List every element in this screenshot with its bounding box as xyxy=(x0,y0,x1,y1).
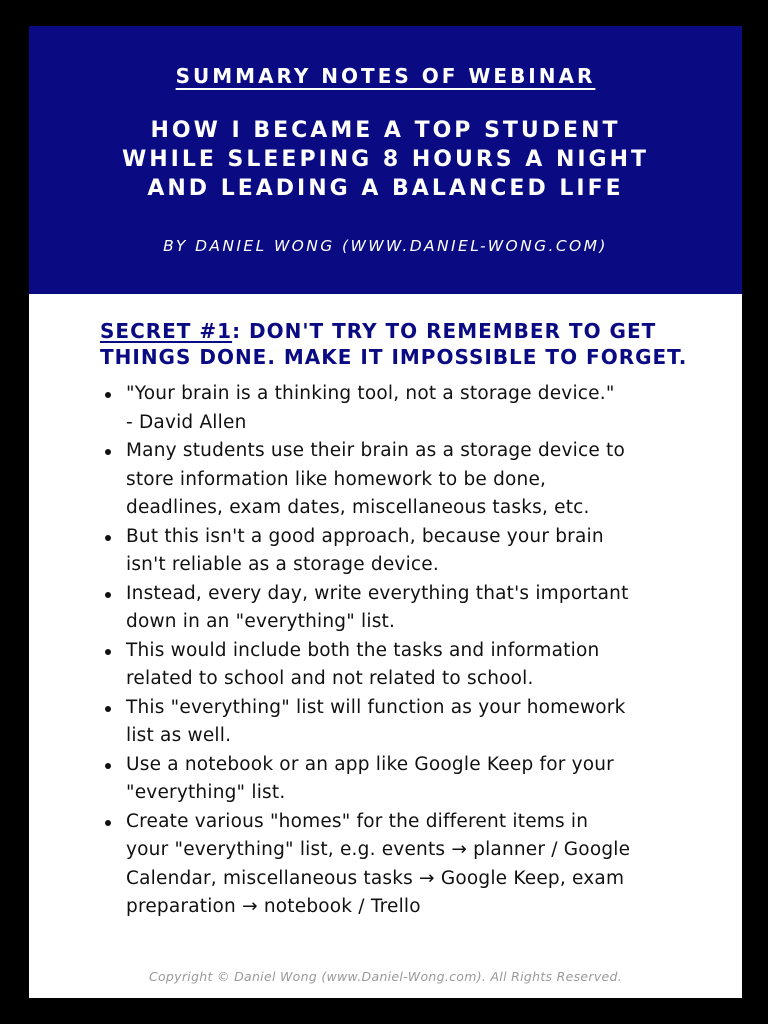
notes-list xyxy=(100,380,702,922)
bullet-icon xyxy=(105,649,111,655)
list-item xyxy=(100,808,702,922)
note-line: - David Allen xyxy=(126,411,247,433)
title-line: HOW I BECAME A TOP STUDENT xyxy=(150,118,621,143)
note-line: Create various "homes" for the different items in xyxy=(126,810,589,832)
note-line: store information like homework to be done, xyxy=(126,468,547,490)
title-line: WHILE SLEEPING 8 HOURS A NIGHT xyxy=(121,147,650,172)
note-line: down in an "everything" list. xyxy=(126,611,396,632)
note-line: deadlines, exam dates, miscellaneous tasks, etc. xyxy=(126,497,590,518)
note-line: "Your brain is a thinking tool, not a storage device." xyxy=(126,383,615,404)
list-item xyxy=(100,523,702,580)
secret-heading xyxy=(100,318,700,370)
note-line: "everything" list. xyxy=(126,782,286,803)
bullet-icon xyxy=(105,392,111,398)
bullet-icon xyxy=(105,706,111,712)
copyright-footer: Copyright © Daniel Wong (www.Daniel-Wong.com). All Rights Reserved. xyxy=(148,969,623,984)
list-item xyxy=(100,580,702,637)
note-line: your "everything" list, e.g. events → planner / Google xyxy=(126,839,631,860)
bullet-icon xyxy=(105,763,111,769)
note-line: preparation → notebook / Trello xyxy=(126,896,421,917)
note-line: Calendar, miscellaneous tasks → Google Keep, exam xyxy=(126,867,625,889)
notes-section xyxy=(29,294,742,922)
webinar-title xyxy=(76,116,696,203)
note-line: Use a notebook or an app like Google Keep for your xyxy=(126,753,614,775)
note-line: isn't reliable as a storage device. xyxy=(126,554,439,575)
note-line: But this isn't a good approach, because your brain xyxy=(126,525,604,547)
note-line: related to school and not related to school. xyxy=(126,668,534,689)
note-line: list as well. xyxy=(126,725,232,746)
note-line: This "everything" list will function as your homework xyxy=(126,696,626,718)
note-line: Many students use their brain as a storage device to xyxy=(126,440,625,461)
list-item xyxy=(100,694,702,751)
bullet-icon xyxy=(105,592,111,598)
bullet-icon xyxy=(105,535,111,541)
secret-number: SECRET #1 xyxy=(100,319,233,343)
list-item xyxy=(100,437,702,523)
summary-label: SUMMARY NOTES OF WEBINAR xyxy=(175,64,596,88)
secret-title: : DON'T TRY TO REMEMBER TO GET THINGS DONE. MAKE IT IMPOSSIBLE TO FORGET. xyxy=(100,319,688,369)
list-item xyxy=(100,751,702,808)
list-item xyxy=(100,637,702,694)
note-line: This would include both the tasks and information xyxy=(126,639,600,661)
note-line: Instead, every day, write everything that's important xyxy=(126,582,629,604)
bullet-icon xyxy=(105,820,111,826)
header-banner xyxy=(29,26,742,294)
summary-page xyxy=(29,26,742,998)
title-line: AND LEADING A BALANCED LIFE xyxy=(147,176,624,201)
list-item xyxy=(100,380,702,437)
bullet-icon xyxy=(105,449,111,455)
author-byline: BY DANIEL WONG (WWW.DANIEL-WONG.COM) xyxy=(163,237,608,255)
